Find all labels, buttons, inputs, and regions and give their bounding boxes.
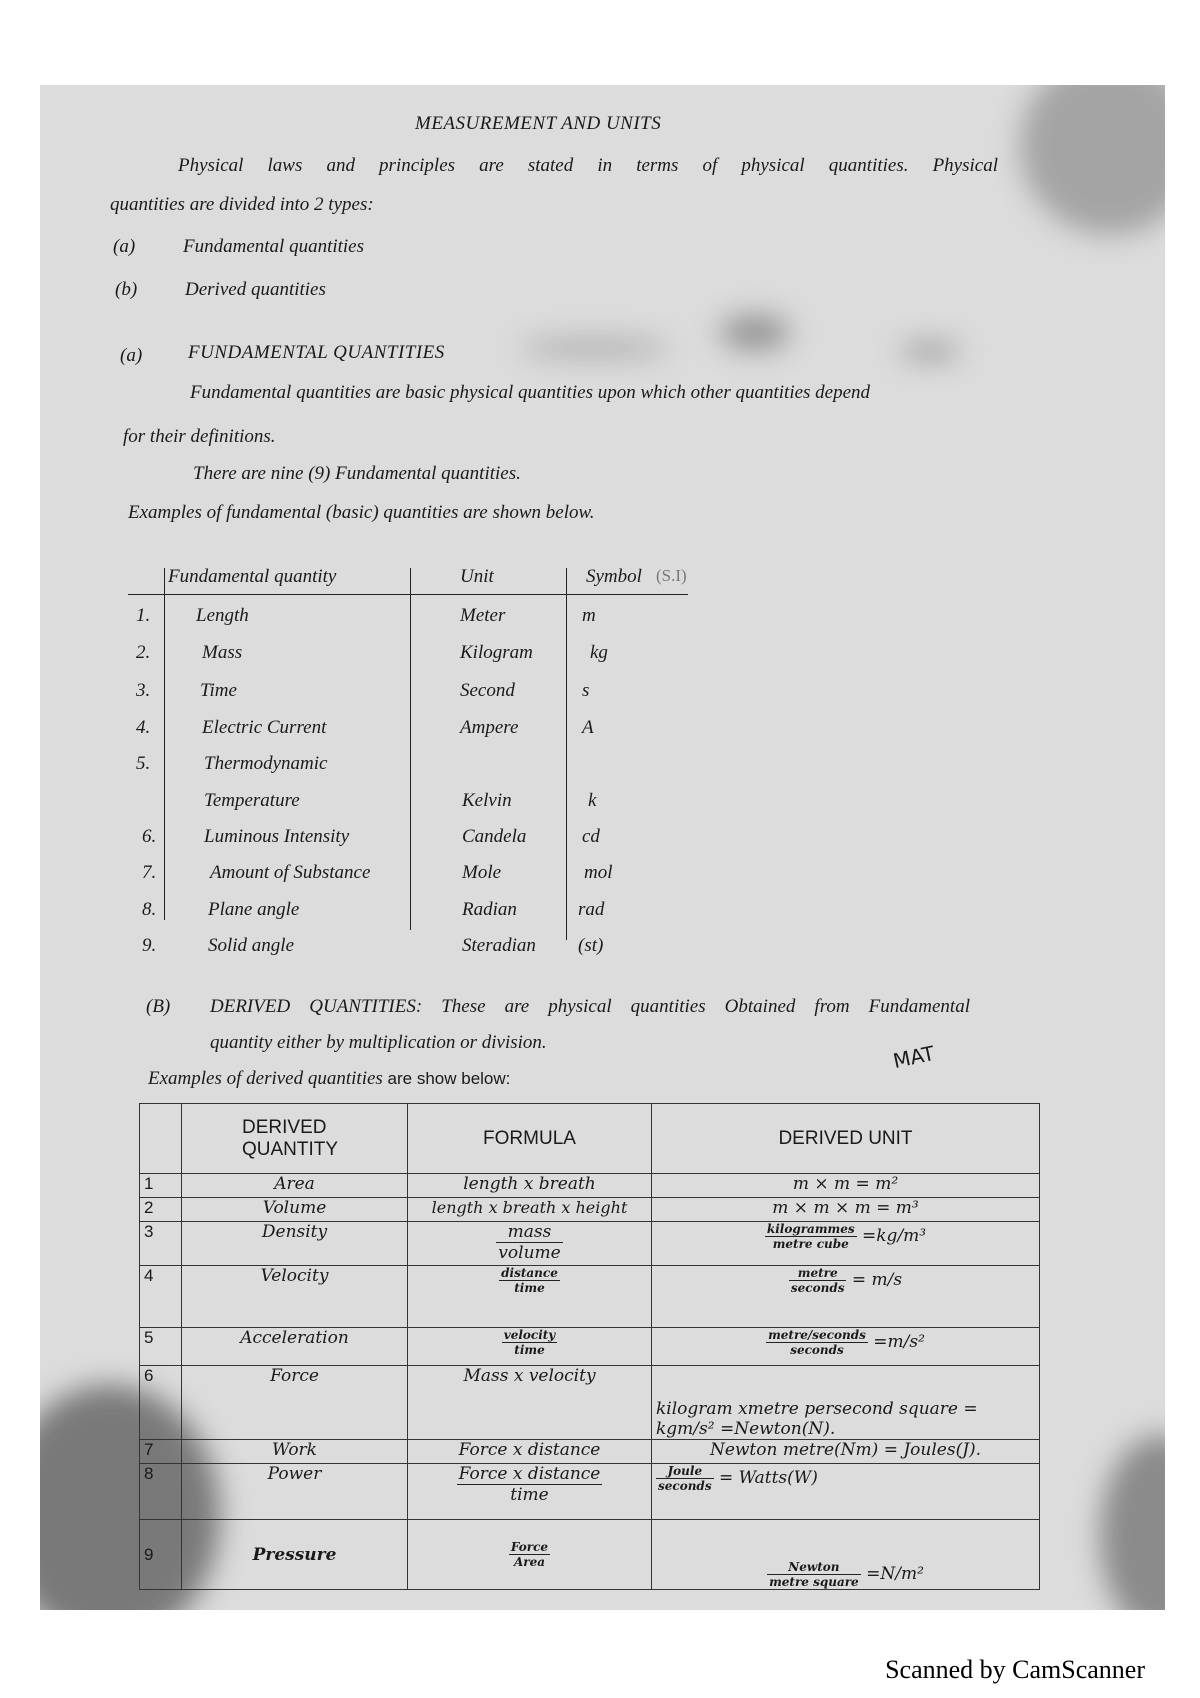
row-quantity: Area xyxy=(182,1174,408,1198)
fraction-denominator: seconds xyxy=(790,1343,844,1357)
row-unit: m × m × m = m³ xyxy=(652,1198,1040,1222)
row-quantity: Time xyxy=(200,680,237,701)
intro-line-1: Physical laws and principles are stated in terms of physical quantities. Physical xyxy=(178,155,998,176)
table-row xyxy=(128,935,748,965)
row-symbol: kg xyxy=(590,642,608,663)
row-unit: Ampere xyxy=(460,717,519,738)
row-unit xyxy=(652,1222,1040,1266)
page-title: MEASUREMENT AND UNITS xyxy=(415,113,662,134)
scan-shadow xyxy=(1100,1435,1165,1610)
ink-smudge xyxy=(900,343,960,359)
formula-fraction xyxy=(502,1328,558,1357)
row-unit xyxy=(652,1464,1040,1520)
row-number: 7. xyxy=(142,862,157,883)
unit-result: = m/s xyxy=(851,1270,903,1290)
fraction-denominator: volume xyxy=(498,1243,561,1263)
row-formula xyxy=(408,1464,652,1520)
row-formula: length x breath x height xyxy=(408,1198,652,1222)
row-formula xyxy=(408,1266,652,1328)
row-number: 3. xyxy=(136,680,151,701)
row-unit xyxy=(652,1366,1040,1440)
row-number: 1. xyxy=(136,605,151,626)
row-number: 5. xyxy=(136,753,151,774)
table-row xyxy=(140,1440,1040,1464)
row-unit: Second xyxy=(460,680,515,701)
unit-result: = Watts(W) xyxy=(718,1468,818,1488)
table-row xyxy=(140,1198,1040,1222)
table-row xyxy=(128,605,748,635)
row-number: 2 xyxy=(140,1198,182,1222)
ink-smudge xyxy=(520,340,670,356)
fraction-numerator: mass xyxy=(496,1222,562,1243)
fundamental-heading: FUNDAMENTAL QUANTITIES xyxy=(188,342,445,363)
row-formula xyxy=(408,1328,652,1366)
row-unit xyxy=(652,1520,1040,1590)
fraction-denominator: metre square xyxy=(769,1575,859,1589)
fraction-numerator: distance xyxy=(501,1266,558,1280)
fraction-denominator: seconds xyxy=(658,1479,712,1493)
row-quantity: Work xyxy=(182,1440,408,1464)
table-row xyxy=(128,717,748,747)
row-symbol: (st) xyxy=(578,935,604,956)
fundamental-def-line-1: Fundamental quantities are basic physical quantities upon which other quantities depend xyxy=(190,382,871,403)
row-quantity: Acceleration xyxy=(182,1328,408,1366)
unit-result: =N/m² xyxy=(866,1564,924,1584)
row-number: 9 xyxy=(140,1520,182,1590)
row-quantity: Velocity xyxy=(182,1266,408,1328)
header-formula: FORMULA xyxy=(408,1104,652,1174)
table-row xyxy=(128,753,748,783)
row-symbol: k xyxy=(588,790,597,811)
row-quantity: Thermodynamic xyxy=(204,753,328,774)
table-row xyxy=(140,1328,1040,1366)
row-symbol: rad xyxy=(578,899,605,920)
type-label-b: Derived quantities xyxy=(185,279,326,300)
unit-fraction xyxy=(765,1222,857,1251)
fraction-numerator: Force x distance xyxy=(458,1464,601,1484)
fraction-denominator: time xyxy=(514,1343,545,1357)
table-row xyxy=(140,1222,1040,1266)
row-symbol: mol xyxy=(584,862,613,883)
row-unit: m × m = m² xyxy=(652,1174,1040,1198)
header-derived-quantity: DERIVED QUANTITY xyxy=(182,1104,408,1174)
fraction-numerator: Joule xyxy=(656,1464,714,1479)
fraction-numerator: Newton xyxy=(767,1560,861,1575)
handwritten-margin-note: MAT xyxy=(890,1040,937,1074)
row-number: 2. xyxy=(136,642,151,663)
row-symbol: m xyxy=(582,605,596,626)
fundamental-def-line-2: for their definitions. xyxy=(123,426,276,447)
row-symbol: cd xyxy=(582,826,600,847)
row-quantity: Electric Current xyxy=(202,717,327,738)
header-derived-unit: DERIVED UNIT xyxy=(652,1104,1040,1174)
table-row xyxy=(140,1266,1040,1328)
derived-line-2: quantity either by multiplication or division. xyxy=(210,1032,547,1053)
row-quantity: Volume xyxy=(182,1198,408,1222)
header-number xyxy=(140,1104,182,1174)
formula-fraction xyxy=(457,1464,603,1505)
unit-fraction xyxy=(789,1266,847,1295)
row-symbol: A xyxy=(582,717,594,738)
row-quantity: Solid angle xyxy=(208,935,295,956)
table-row xyxy=(128,642,748,672)
fundamental-count: There are nine (9) Fundamental quantities. xyxy=(193,463,521,484)
formula-fraction xyxy=(509,1540,550,1569)
fraction-numerator: Force xyxy=(510,1540,549,1554)
fraction-numerator: kilogrammes xyxy=(766,1222,855,1236)
fraction-denominator: Area xyxy=(513,1555,546,1569)
table-row xyxy=(140,1464,1040,1520)
row-quantity: Temperature xyxy=(204,790,300,811)
row-formula: Force x distance xyxy=(408,1440,652,1464)
row-unit: Kilogram xyxy=(460,642,533,663)
fraction-denominator: metre cube xyxy=(772,1237,849,1251)
derived-examples xyxy=(148,1068,510,1090)
row-quantity: Amount of Substance xyxy=(210,862,371,883)
fraction-denominator: time xyxy=(510,1485,549,1505)
row-quantity: Pressure xyxy=(182,1520,408,1590)
row-number: 9. xyxy=(142,935,157,956)
type-marker-a: (a) xyxy=(113,236,136,257)
row-quantity: Luminous Intensity xyxy=(204,826,350,847)
unit-result: =kg/m³ xyxy=(862,1226,927,1246)
fundamental-examples: Examples of fundamental (basic) quantities are shown below. xyxy=(128,502,595,523)
row-quantity: Power xyxy=(182,1464,408,1520)
row-quantity: Plane angle xyxy=(208,899,300,920)
unit-fraction xyxy=(767,1560,861,1589)
row-number: 4 xyxy=(140,1266,182,1328)
header-symbol: Symbol xyxy=(586,566,642,587)
row-number: 3 xyxy=(140,1222,182,1266)
row-unit: Steradian xyxy=(462,935,536,956)
derived-table xyxy=(139,1103,1040,1590)
table-row xyxy=(140,1174,1040,1198)
row-number: 8. xyxy=(142,899,157,920)
unit-result: =m/s² xyxy=(873,1332,925,1352)
intro-line-2: quantities are divided into 2 types: xyxy=(110,194,374,215)
unit-fraction xyxy=(656,1464,714,1493)
scan-shadow xyxy=(1020,85,1165,235)
derived-marker: (B) xyxy=(146,996,171,1017)
fraction-numerator: velocity xyxy=(503,1328,556,1342)
row-formula: length x breath xyxy=(408,1174,652,1198)
unit-line-2: kgm/s² =Newton(N). xyxy=(656,1419,836,1439)
row-unit: Candela xyxy=(462,826,527,847)
row-unit: Kelvin xyxy=(462,790,512,811)
formula-fraction xyxy=(499,1266,560,1295)
fraction-numerator: metre xyxy=(789,1266,847,1281)
unit-line-1: kilogram xmetre persecond square = xyxy=(656,1399,978,1419)
fundamental-marker: (a) xyxy=(120,345,143,366)
row-formula: Mass x velocity xyxy=(408,1366,652,1440)
type-marker-b: (b) xyxy=(115,279,138,300)
header-unit: Unit xyxy=(460,566,494,587)
row-quantity: Length xyxy=(196,605,249,626)
table-row xyxy=(128,862,748,892)
row-number: 8 xyxy=(140,1464,182,1520)
row-number: 5 xyxy=(140,1328,182,1366)
row-quantity: Density xyxy=(182,1222,408,1266)
row-number: 7 xyxy=(140,1440,182,1464)
header-symbol-note: (S.I) xyxy=(656,566,687,585)
camscanner-watermark: Scanned by CamScanner xyxy=(885,1655,1145,1684)
fundamental-table xyxy=(128,560,748,980)
derived-header-row xyxy=(140,1104,1040,1174)
ink-smudge xyxy=(720,315,790,350)
row-quantity: Force xyxy=(182,1366,408,1440)
row-formula xyxy=(408,1520,652,1590)
table-row xyxy=(128,899,748,929)
table-row xyxy=(128,680,748,710)
row-unit xyxy=(652,1266,1040,1328)
row-unit xyxy=(652,1328,1040,1366)
formula-fraction xyxy=(496,1222,562,1263)
derived-line-1: DERIVED QUANTITIES: These are physical quantities Obtained from Fundamental xyxy=(210,996,970,1017)
table-header-row xyxy=(128,566,748,596)
table-row xyxy=(140,1366,1040,1440)
row-unit: Mole xyxy=(462,862,502,883)
row-number: 6. xyxy=(142,826,157,847)
fraction-denominator: seconds xyxy=(790,1281,845,1295)
row-formula xyxy=(408,1222,652,1266)
table-row xyxy=(128,826,748,856)
row-number: 1 xyxy=(140,1174,182,1198)
table-row xyxy=(140,1520,1040,1590)
row-symbol: s xyxy=(582,680,590,701)
derived-examples-plain: are show below: xyxy=(382,1069,511,1088)
row-quantity: Mass xyxy=(202,642,243,663)
header-quantity: Fundamental quantity xyxy=(168,566,337,587)
fraction-denominator: time xyxy=(514,1281,545,1295)
table-row xyxy=(128,790,748,820)
row-number: 4. xyxy=(136,717,151,738)
derived-examples-italic: Examples of derived quantities xyxy=(148,1068,383,1089)
unit-fraction xyxy=(766,1328,868,1357)
row-unit: Meter xyxy=(460,605,506,626)
type-label-a: Fundamental quantities xyxy=(183,236,365,257)
row-unit: Newton metre(Nm) = Joules(J). xyxy=(652,1440,1040,1464)
row-number: 6 xyxy=(140,1366,182,1440)
fraction-numerator: metre/seconds xyxy=(768,1328,866,1342)
row-unit: Radian xyxy=(462,899,517,920)
